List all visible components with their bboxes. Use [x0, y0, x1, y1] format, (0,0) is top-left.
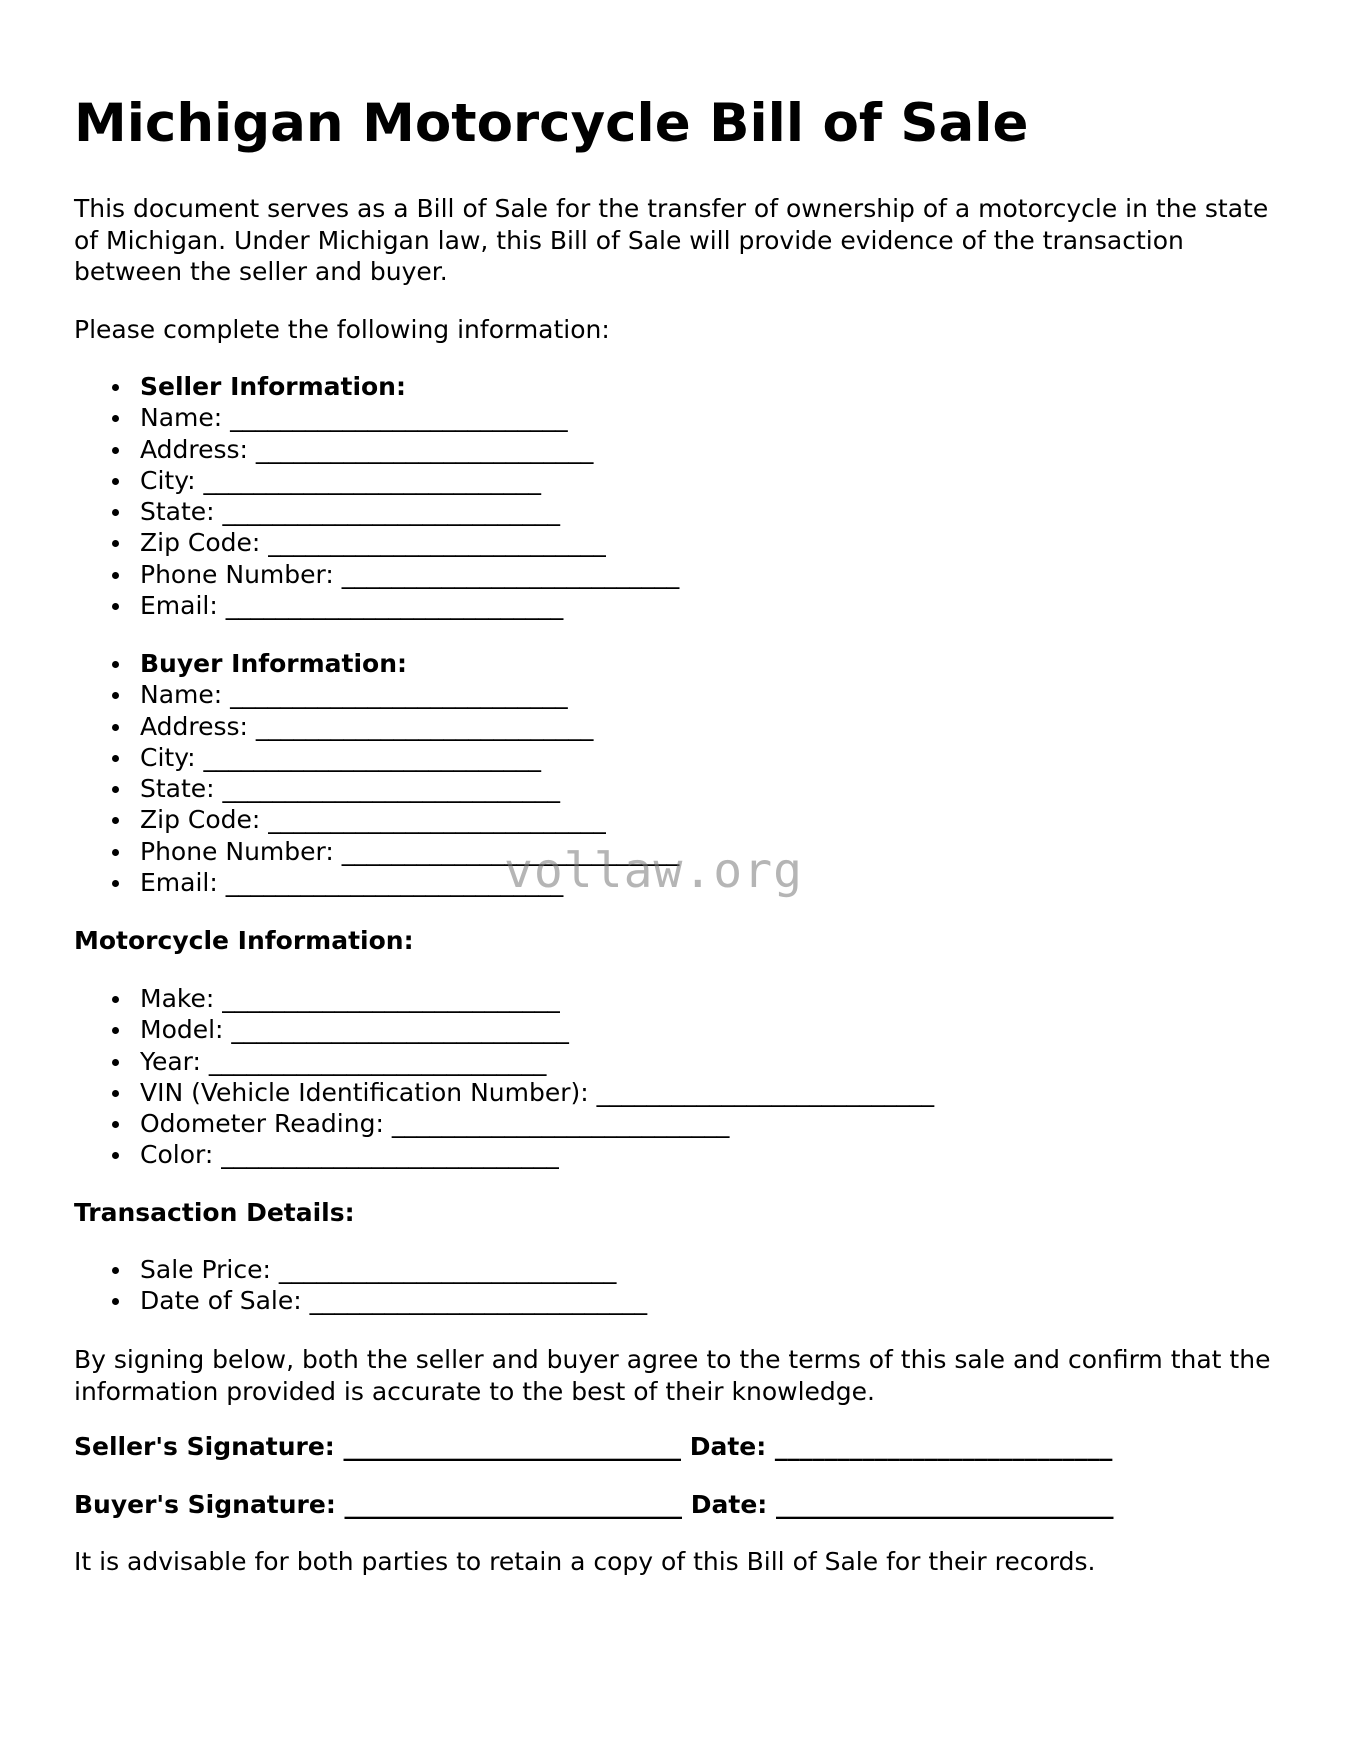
instructions-text: Please complete the following information:	[74, 315, 610, 344]
buyer-email-field: Email: ___________________________	[74, 867, 679, 898]
seller-signature-line: Seller's Signature: ___________________________ Date: ___________________________	[74, 1432, 1113, 1461]
seller-name-field: Name: ___________________________	[74, 402, 679, 433]
buyer-phone-field: Phone Number: ___________________________	[74, 836, 679, 867]
year-field: Year: ___________________________	[74, 1046, 934, 1077]
watermark: vollaw.org	[504, 843, 803, 899]
agreement-paragraph: By signing below, both the seller and buyer agree to the terms of this sale and confirm that the information provided is accurate to the best of their knowledge.	[74, 1345, 1271, 1406]
motorcycle-info-list	[74, 983, 934, 1171]
seller-info-heading: Seller Information:	[74, 371, 679, 402]
date-of-sale-field: Date of Sale: ___________________________	[74, 1285, 647, 1316]
seller-zip-field: Zip Code: ___________________________	[74, 527, 679, 558]
buyer-city-field: City: ___________________________	[74, 742, 679, 773]
buyer-zip-field: Zip Code: ___________________________	[74, 804, 679, 835]
transaction-details-heading: Transaction Details:	[74, 1198, 355, 1227]
motorcycle-info-heading: Motorcycle Information:	[74, 926, 414, 955]
model-field: Model: ___________________________	[74, 1014, 934, 1045]
sale-price-field: Sale Price: ___________________________	[74, 1254, 647, 1285]
seller-email-field: Email: ___________________________	[74, 590, 679, 621]
color-field: Color: ___________________________	[74, 1139, 934, 1170]
make-field: Make: ___________________________	[74, 983, 934, 1014]
document-title: Michigan Motorcycle Bill of Sale	[74, 93, 1029, 154]
odometer-field: Odometer Reading: ___________________________	[74, 1108, 934, 1139]
buyer-info-heading: Buyer Information:	[74, 648, 679, 679]
transaction-details-list	[74, 1254, 647, 1317]
buyer-name-field: Name: ___________________________	[74, 679, 679, 710]
closing-note: It is advisable for both parties to retain a copy of this Bill of Sale for their records.	[74, 1547, 1096, 1576]
seller-city-field: City: ___________________________	[74, 465, 679, 496]
buyer-signature-line: Buyer's Signature: ___________________________ Date: ___________________________	[74, 1490, 1114, 1519]
seller-info-list	[74, 371, 679, 621]
seller-phone-field: Phone Number: ___________________________	[74, 559, 679, 590]
buyer-state-field: State: ___________________________	[74, 773, 679, 804]
intro-paragraph: This document serves as a Bill of Sale for the transfer of ownership of a motorcycle in the state of Michigan. Under Michigan law, this Bill of Sale will provide evidence of the transaction between the seller and buyer.	[74, 194, 1269, 286]
seller-address-field: Address: ___________________________	[74, 434, 679, 465]
vin-field: VIN (Vehicle Identification Number): ___________________________	[74, 1077, 934, 1108]
seller-state-field: State: ___________________________	[74, 496, 679, 527]
buyer-address-field: Address: ___________________________	[74, 711, 679, 742]
